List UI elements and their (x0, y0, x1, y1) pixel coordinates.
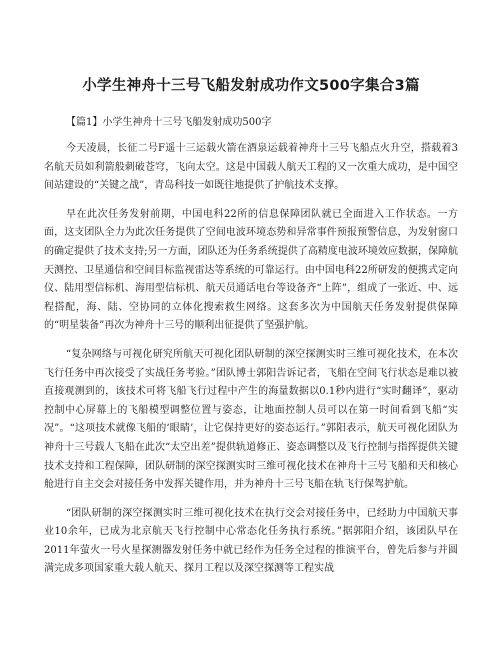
paragraph-3: “复杂网络与可视化研究所航天可视化团队研制的深空探测实时三维可视化技术，在本次飞行任务中再次接受了实战任务考验。”团队博士郭阳告诉记者，飞船在空间飞行状态是难以被直接观测到的，该技术可将飞船飞行过程中产生的海量数据以0.1秒内进行“实时翻译”，驱动控制中心屏幕上的飞船模型调整位置与姿态，让地面控制人员可以在第一时间看到飞船“实况”。“这项技术就像飞船的‘眼睛’，让它保持更好的姿态运行。”郭阳表示，航天可视化团队为神舟十三号载人飞船在此次“太空出差”提供轨道修正、姿态调整以及飞行控制与指挥提供关键技术支持和工程保障，团队研制的深空探测实时三维可视化技术在神舟十三号飞船和天和核心舱进行自主交会对接任务中发挥关键作用，并为神舟十三号飞船在轨飞行保驾护航。 (44, 348, 458, 491)
section-heading: 【篇1】小学生神舟十三号飞船发射成功500字 (66, 117, 272, 128)
page-title: 小学生神舟十三号飞船发射成功作文500字集合3篇 (82, 78, 420, 94)
paragraph-4: “团队研制的深空探测实时三维可视化技术在执行交会对接任务中，已经助力中国航天事业10余年，已成为北京航天飞行控制中心常态化任务执行系统。”据郭阳介绍，该团队早在2011年萤火一号火星探测器发射任务中就已经作为任务全过程的推演平台，曾先后参与并圆满完成多项国家重大载人航天、探月工程以及深空探测等工程实战 (44, 507, 458, 575)
paragraph-1: 今天凌晨，长征二号F遥十三运载火箭在酒泉运载着神舟十三号飞船点火升空，搭载着3名航天员如利箭般刺破苍穹，飞向太空。这是中国载人航天工程的又一次重大成功，是中国空间站建设的“关键之战”，青岛科技一如既往地提供了护航技术支撑。 (44, 143, 458, 192)
paragraph-2: 早在此次任务发射前期，中国电科22所的信息保障团队就已全面进入工作状态。一方面，这支团队全力为此次任务提供了空间电波环境态势和异常事件预报预警信息，为发射窗口的确定提供了技术支持;另一方面，团队还为任务系统提供了高精度电波环境效应数据，保障航天测控、卫星通信和空间目标监视雷达等系统的可靠运行。由中国电科22所研发的便携式定向仪、陆用型信标机、海用型信标机、航天员通话电台等设备齐“上阵”，组成了一张近、中、远程搭配，海、陆、空协同的立体化搜索救生网络。这套多次为中国航天任务发射提供保障的“明星装备”再次为神舟十三号的顺利出征提供了坚强护航。 (44, 208, 458, 332)
